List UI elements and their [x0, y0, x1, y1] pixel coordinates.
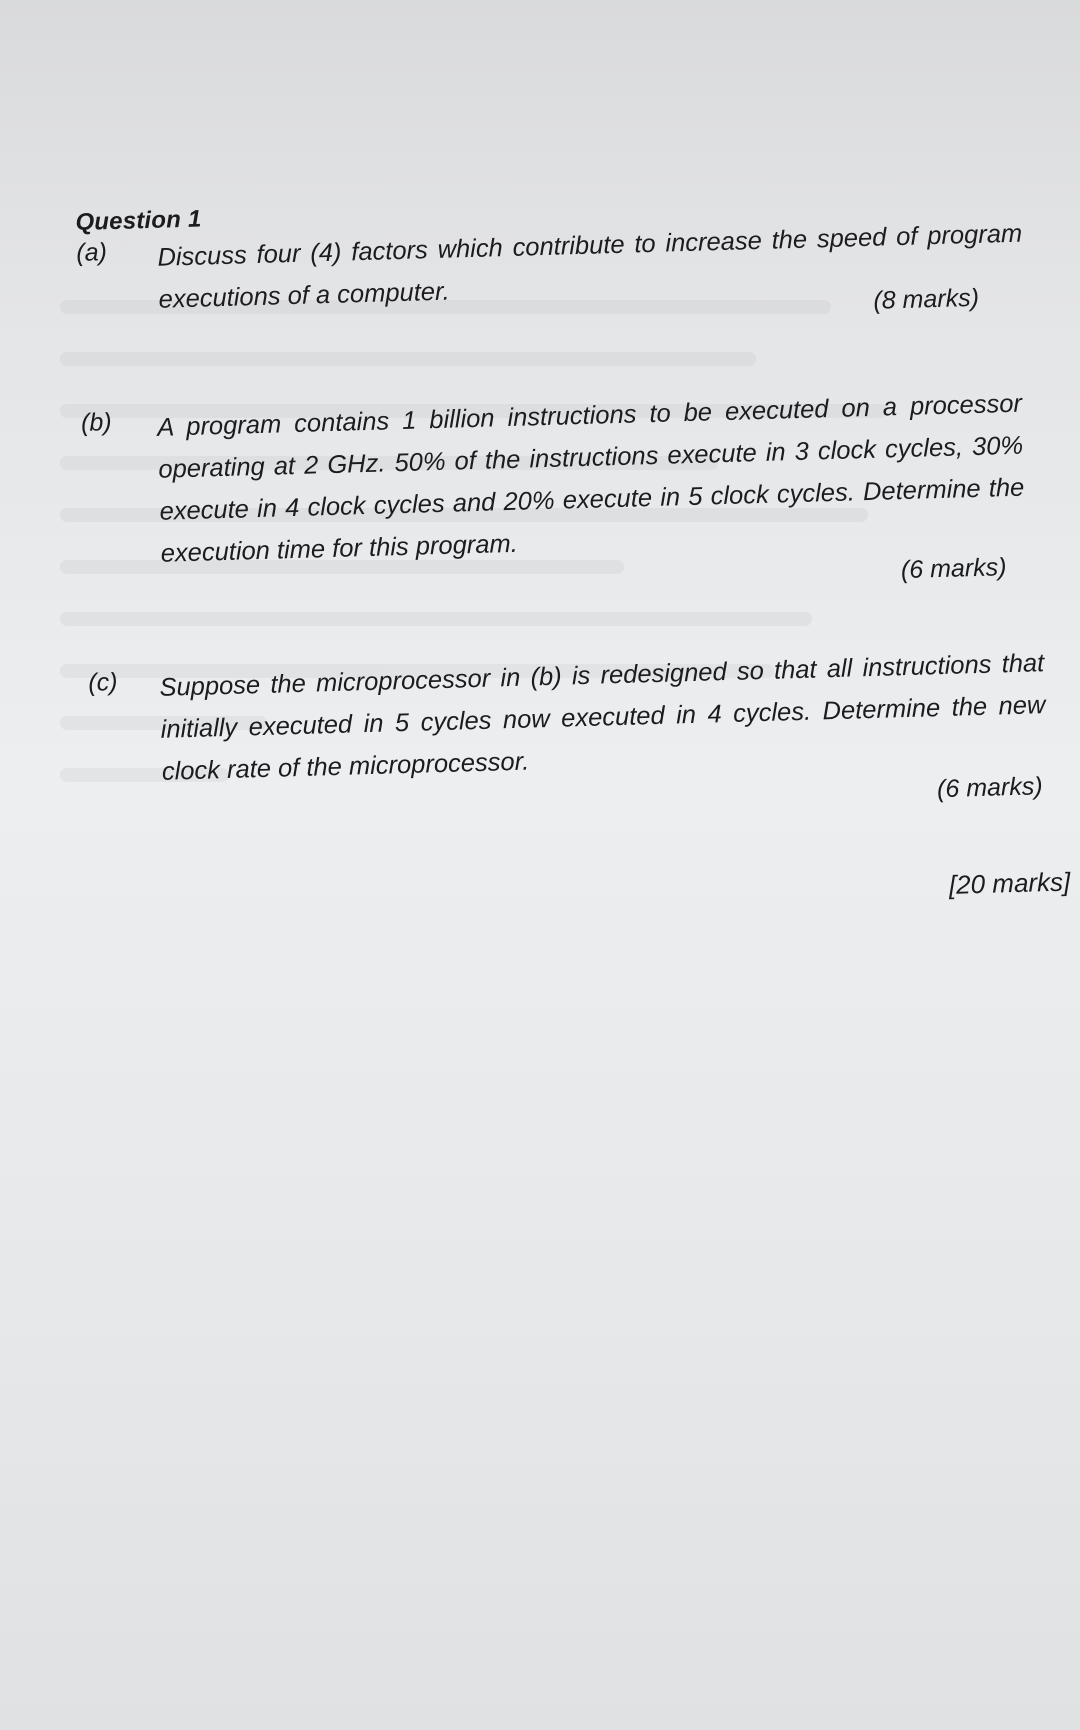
part-b — [47, 382, 1047, 585]
question-title: Question 1 — [75, 205, 202, 237]
question-block — [40, 142, 1071, 900]
part-a-text: Discuss four (4) factors which contribute to increase the speed of program executions of a computer. — [157, 219, 1023, 314]
total-marks: [20 marks] — [948, 866, 1071, 900]
part-b-marks: (6 marks) — [900, 553, 1007, 585]
part-c-label: (c) — [87, 668, 118, 697]
part-c-marks: (6 marks) — [936, 772, 1043, 804]
part-c — [54, 642, 1054, 804]
part-b-text: A program contains 1 billion instructions to be executed on a processor operating at 2 GHz. 50% of the instructions execute in 3 clock cycles, 30% execute in 4 clock cycles and 20% execute in 5 clock cycles. Determine the execution time for this program. — [156, 389, 1025, 568]
part-a-label: (a) — [75, 238, 108, 268]
part-c-text: Suppose the microprocessor in (b) is redesigned so that all instructions that initially executed in 5 cycles now executed in 4 cycles. Determine the new clock rate of the microprocessor. — [159, 649, 1046, 786]
part-a-marks: (8 marks) — [873, 283, 980, 315]
part-b-label: (b) — [80, 408, 113, 437]
